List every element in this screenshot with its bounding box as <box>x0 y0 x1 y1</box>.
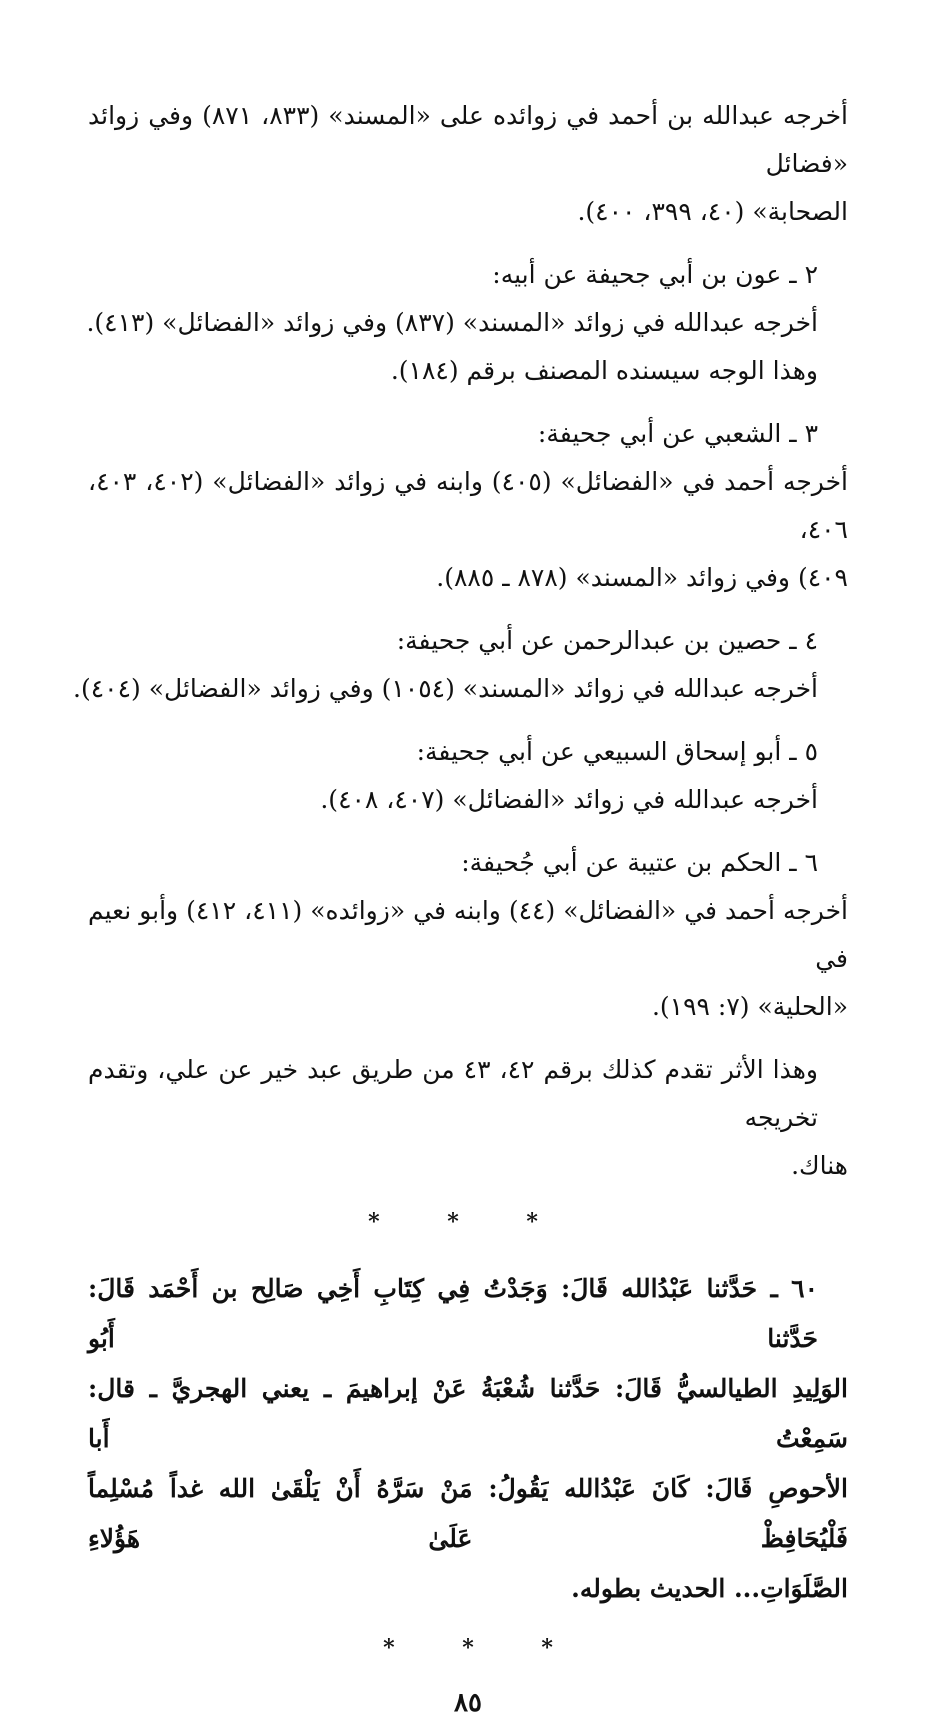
item-text-line: وهذا الوجه سيسنده المصنف برقم (١٨٤). <box>390 356 818 385</box>
intro-line: أخرجه عبدالله بن أحمد في زوائده على «المسند» (٨٣٣، ٨٧١) وفي زوائد «فضائل <box>88 101 848 178</box>
item-5 <box>88 728 848 824</box>
hadith-paragraph <box>88 1264 848 1614</box>
hadith-line: ٦٠ ـ حَدَّثنا عَبْدُالله قَالَ: وَجَدْتُ فِي كِتَابِ أَخِي صَالِح بن أَحْمَد قَالَ: حَدَّثنا أَبُو <box>88 1274 818 1353</box>
note-paragraph <box>88 1046 848 1190</box>
hadith-line: الأحوصِ قَالَ: كَانَ عَبْدُالله يَقُولُ: مَنْ سَرَّهُ أَنْ يَلْقَىٰ الله غداً مُسْلِماً فَلْيُحَافِظْ عَلَىٰ هَؤُلاءِ <box>88 1474 848 1553</box>
intro-line: الصحابة» (٤٠، ٣٩٩، ٤٠٠). <box>577 197 848 226</box>
hadith-line: الوَلِيدِ الطيالسيُّ قَالَ: حَدَّثنا شُعْبَةُ عَنْ إبراهيمَ ـ يعني الهجريَّ ـ قال: سَمِعْتُ أَبا <box>88 1374 848 1453</box>
note-line: وهذا الأثر تقدم كذلك برقم ٤٢، ٤٣ من طريق عبد خير عن علي، وتقدم تخريجه <box>88 1055 819 1132</box>
item-text-line: أخرجه أحمد في «الفضائل» (٤٠٥) وابنه في زوائد «الفضائل» (٤٠٢، ٤٠٣، ٤٠٦، <box>88 467 849 544</box>
item-4 <box>73 617 848 713</box>
item-text-line: أخرجه عبدالله في زوائد «المسند» (٨٣٧) وفي زوائد «الفضائل» (٤١٣). <box>86 308 818 337</box>
item-6 <box>88 839 848 1031</box>
item-heading: ٤ ـ حصين بن عبدالرحمن عن أبي جحيفة: <box>396 626 818 655</box>
item-heading: ٢ ـ عون بن أبي جحيفة عن أبيه: <box>492 260 818 289</box>
note-line: هناك. <box>791 1151 848 1180</box>
hadith-line: الصَّلَوَاتِ... الحديث بطوله. <box>571 1574 848 1603</box>
item-text-line: أخرجه عبدالله في زوائد «الفضائل» (٤٠٧، ٤٠٨). <box>320 785 818 814</box>
item-heading: ٣ ـ الشعبي عن أبي جحيفة: <box>537 419 818 448</box>
page-number: ٨٥ <box>454 1688 482 1718</box>
item-text-line: ٤٠٩) وفي زوائد «المسند» (٨٧٨ ـ ٨٨٥). <box>436 563 848 592</box>
intro-paragraph <box>88 92 848 236</box>
item-heading: ٦ ـ الحكم بن عتيبة عن أبي جُحيفة: <box>461 848 818 877</box>
item-text-line: «الحلية» (٧: ١٩٩). <box>651 992 848 1021</box>
document-page <box>73 92 849 1718</box>
item-heading: ٥ ـ أبو إسحاق السبيعي عن أبي جحيفة: <box>416 737 818 766</box>
item-2 <box>88 251 848 395</box>
item-text-line: أخرجه أحمد في «الفضائل» (٤٤) وابنه في «زوائده» (٤١١، ٤١٢) وأبو نعيم في <box>88 896 849 973</box>
section-separator: * * * <box>383 1635 583 1661</box>
section-separator: * * * <box>368 1209 568 1235</box>
item-3 <box>88 410 848 602</box>
item-text-line: أخرجه عبدالله في زوائد «المسند» (١٠٥٤) وفي زوائد «الفضائل» (٤٠٤). <box>73 674 818 703</box>
